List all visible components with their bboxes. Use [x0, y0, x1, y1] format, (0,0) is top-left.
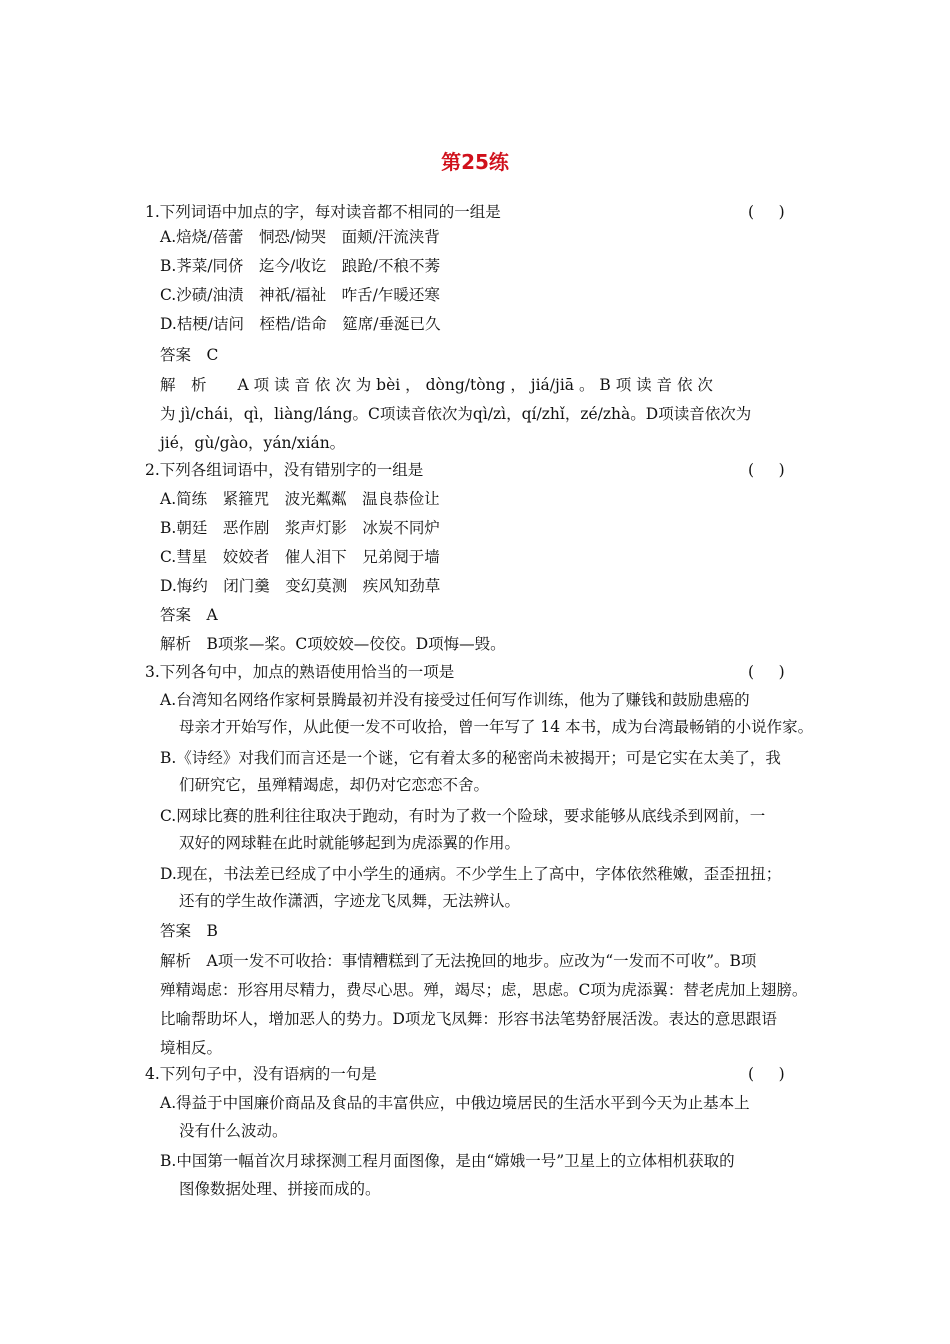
question-2-stem: 2.下列各组词语中，没有错别字的一组是 [145, 461, 424, 479]
question-4-stem: 4.下列句子中，没有语病的一句是 [145, 1065, 377, 1083]
q2-option-d: D.悔约 闭门羹 变幻莫测 疾风知劲草 [160, 577, 441, 595]
q4-option-b: B.中国第一幅首次月球探测工程月面图像，是由“嫦娥一号”卫星上的立体相机获取的 [160, 1152, 735, 1170]
q2-option-b: B.朝廷 恶作剧 浆声灯影 冰炭不同炉 [160, 519, 440, 537]
q1-option-a: A.焙烧/蓓蕾 恫恐/恸哭 面颊/汗流浃背 [160, 228, 440, 246]
q2-option-c: C.彗星 姣姣者 催人泪下 兄弟阋于墙 [160, 548, 440, 566]
answer-blank-1: ( ) [748, 203, 785, 221]
q1-answer: 答案 C [160, 346, 219, 364]
question-1-stem: 1.下列词语中加点的字，每对读音都不相同的一组是 [145, 203, 501, 221]
q3-explanation-line: 比喻帮助坏人，增加恶人的势力。D项龙飞凤舞：形容书法笔势舒展活泼。表达的意思跟语 [160, 1010, 777, 1028]
q3-explanation-line: 解析 A项一发不可收拾：事情糟糕到了无法挽回的地步。应改为“一发而不可收”。B项 [160, 952, 757, 970]
q1-option-b: B.荠菜/同侪 迄今/收讫 踉跄/不稂不莠 [160, 257, 440, 275]
q1-explanation-line: jié，gù/gào，yán/xián。 [160, 434, 346, 452]
page-title: 第25练 [441, 150, 509, 174]
q3-option-a: A.台湾知名网络作家柯景腾最初并没有接受过任何写作训练，他为了赚钱和鼓励患癌的 [160, 691, 750, 709]
q1-explanation-line: 解 析 A 项 读 音 依 次 为 bèi ， dòng/tòng ， jiá/jiā 。 B 项 读 音 依 次 [160, 376, 713, 394]
q3-explanation-line: 境相反。 [160, 1039, 223, 1057]
q3-option-d: D.现在，书法差已经成了中小学生的通病。不少学生上了高中，字体依然稚嫩，歪歪扭扭； [160, 865, 782, 883]
answer-blank-2: ( ) [748, 461, 785, 479]
q3-option-d-cont: 还有的学生故作潇洒，字迹龙飞凤舞，无法辨认。 [179, 892, 521, 910]
q2-option-a: A.简练 紧箍咒 波光粼粼 温良恭俭让 [160, 490, 440, 508]
q1-explanation-line: 为 jì/chái，qì，liàng/láng。C项读音依次为qì/zì，qí/zhǐ，zé/zhà。D项读音依次为 [160, 405, 752, 423]
q4-option-a-cont: 没有什么波动。 [179, 1122, 288, 1140]
answer-blank-3: ( ) [748, 663, 785, 681]
q3-explanation-line: 殚精竭虑：形容用尽精力，费尽心思。殚，竭尽；虑，思虑。C项为虎添翼：替老虎加上翅膀。 [160, 981, 808, 999]
question-3-stem: 3.下列各句中，加点的熟语使用恰当的一项是 [145, 663, 455, 681]
answer-blank-4: ( ) [748, 1065, 785, 1083]
q3-option-b-cont: 们研究它，虽殚精竭虑，却仍对它恋恋不舍。 [179, 776, 490, 794]
q2-answer: 答案 A [160, 606, 218, 624]
q1-option-d: D.桔梗/诘问 桎梏/诰命 筵席/垂涎已久 [160, 315, 441, 333]
q3-answer: 答案 B [160, 922, 218, 940]
q3-option-c-cont: 双好的网球鞋在此时就能够起到为虎添翼的作用。 [179, 834, 521, 852]
q4-option-b-cont: 图像数据处理、拼接而成的。 [179, 1180, 381, 1198]
q3-option-a-cont: 母亲才开始写作，从此便一发不可收拾，曾一年写了 14 本书，成为台湾最畅销的小说作家。 [179, 718, 814, 736]
q2-explanation-line: 解析 B项浆—桨。C项姣姣—佼佼。D项悔—毁。 [160, 635, 506, 653]
q4-option-a: A.得益于中国廉价商品及食品的丰富供应，中俄边境居民的生活水平到今天为止基本上 [160, 1094, 750, 1112]
q3-option-b: B.《诗经》对我们而言还是一个谜，它有着太多的秘密尚未被揭开；可是它实在太美了，我 [160, 749, 781, 767]
q3-option-c: C.网球比赛的胜利往往取决于跑动，有时为了救一个险球，要求能够从底线杀到网前，一 [160, 807, 766, 825]
q1-option-c: C.沙碛/油渍 神祇/福祉 咋舌/乍暖还寒 [160, 286, 440, 304]
